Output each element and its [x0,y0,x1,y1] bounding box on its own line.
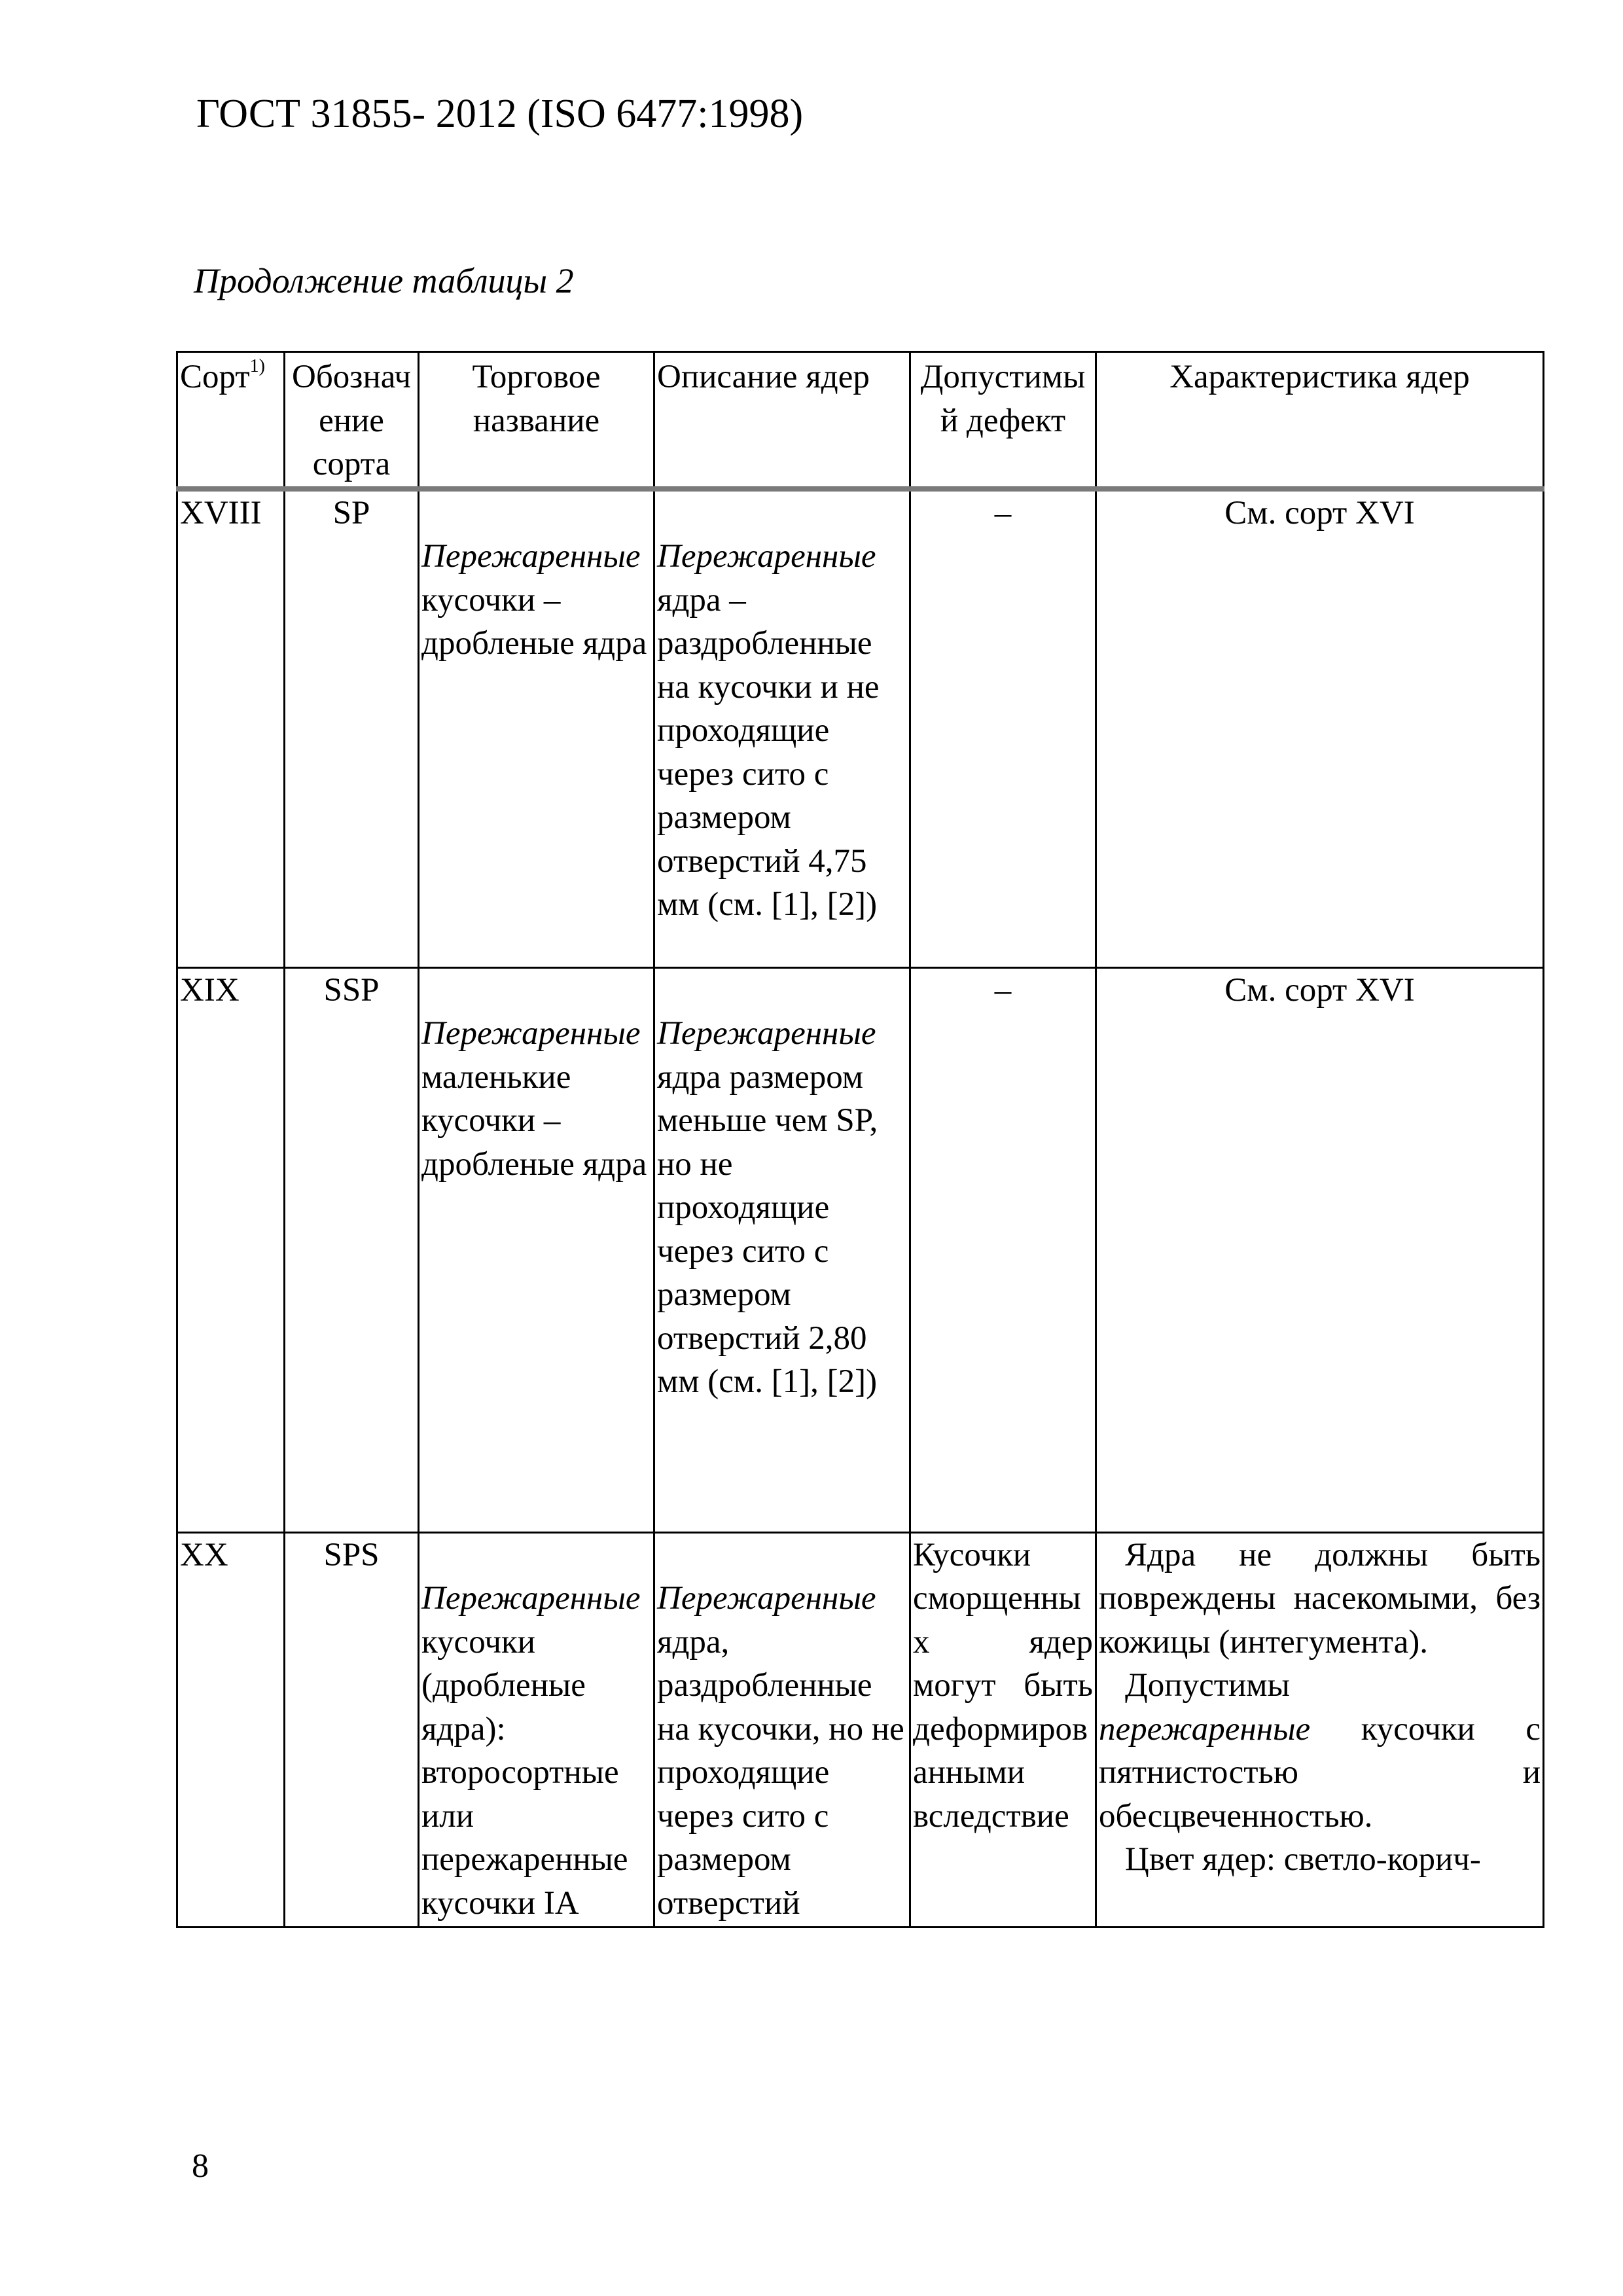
grades-table [176,351,1544,1928]
cell-sort: XIX [177,967,285,1532]
table-row [177,489,1544,968]
cell-trade-name: Пережаренные кусочки (дробленые ядра): второсортные или пережаренные кусочки IA [419,1532,654,1927]
characteristic-paragraph: Ядра не должны быть повреждены насекомыми, без кожицы (интегумента). [1099,1536,1541,1660]
document-header: ГОСТ 31855- 2012 (ISO 6477:1998) [196,92,804,136]
cell-sort: XVIII [177,489,285,968]
table-caption: Продолжение таблицы 2 [194,261,574,300]
cell-description: Пережаренные ядра – раздробленные на кусочки и не проходящие через сито с размером отверстий 4,75 мм (см. [1], [2]) [654,489,910,968]
col-header-characteristic: Характеристика ядер [1096,352,1544,489]
col-header-code: Обозначение сорта [285,352,419,489]
cell-defect: Кусочки сморщенных ядер могут быть деформированными вследствие [910,1532,1096,1927]
cell-characteristic [1096,1532,1544,1927]
cell-trade-name: Пережаренные кусочки – дробленые ядра [419,489,654,968]
cell-code: SSP [285,967,419,1532]
characteristic-paragraph: Цвет ядер: светло-корич- [1125,1841,1481,1878]
cell-code: SPS [285,1532,419,1927]
cell-description: Пережаренные ядра, раздробленные на кусочки, но не проходящие через сито с размером отверстий [654,1532,910,1927]
table-header-row [177,352,1544,489]
cell-defect: – [910,967,1096,1532]
page-number: 8 [192,2147,209,2185]
table-row [177,967,1544,1532]
characteristic-paragraph: Допустимы пережаренные кусочки с пятнистостью и обесцвеченностью. [1099,1667,1541,1835]
footnote-marker: 1) [249,356,265,376]
col-header-description: Описание ядер [654,352,910,489]
table-row [177,1532,1544,1927]
cell-sort: XX [177,1532,285,1927]
cell-characteristic: См. сорт XVI [1096,489,1544,968]
cell-trade-name: Пережаренные маленькие кусочки – дробленые ядра [419,967,654,1532]
col-header-trade-name: Торговое название [419,352,654,489]
cell-defect: – [910,489,1096,968]
cell-code: SP [285,489,419,968]
cell-description: Пережаренные ядра размером меньше чем SP, но не проходящие через сито с размером отверстий 2,80 мм (см. [1], [2]) [654,967,910,1532]
col-header-sort: Сорт$^{1)}$ [177,352,285,489]
col-header-defect: Допустимый дефект [910,352,1096,489]
cell-characteristic: См. сорт XVI [1096,967,1544,1532]
